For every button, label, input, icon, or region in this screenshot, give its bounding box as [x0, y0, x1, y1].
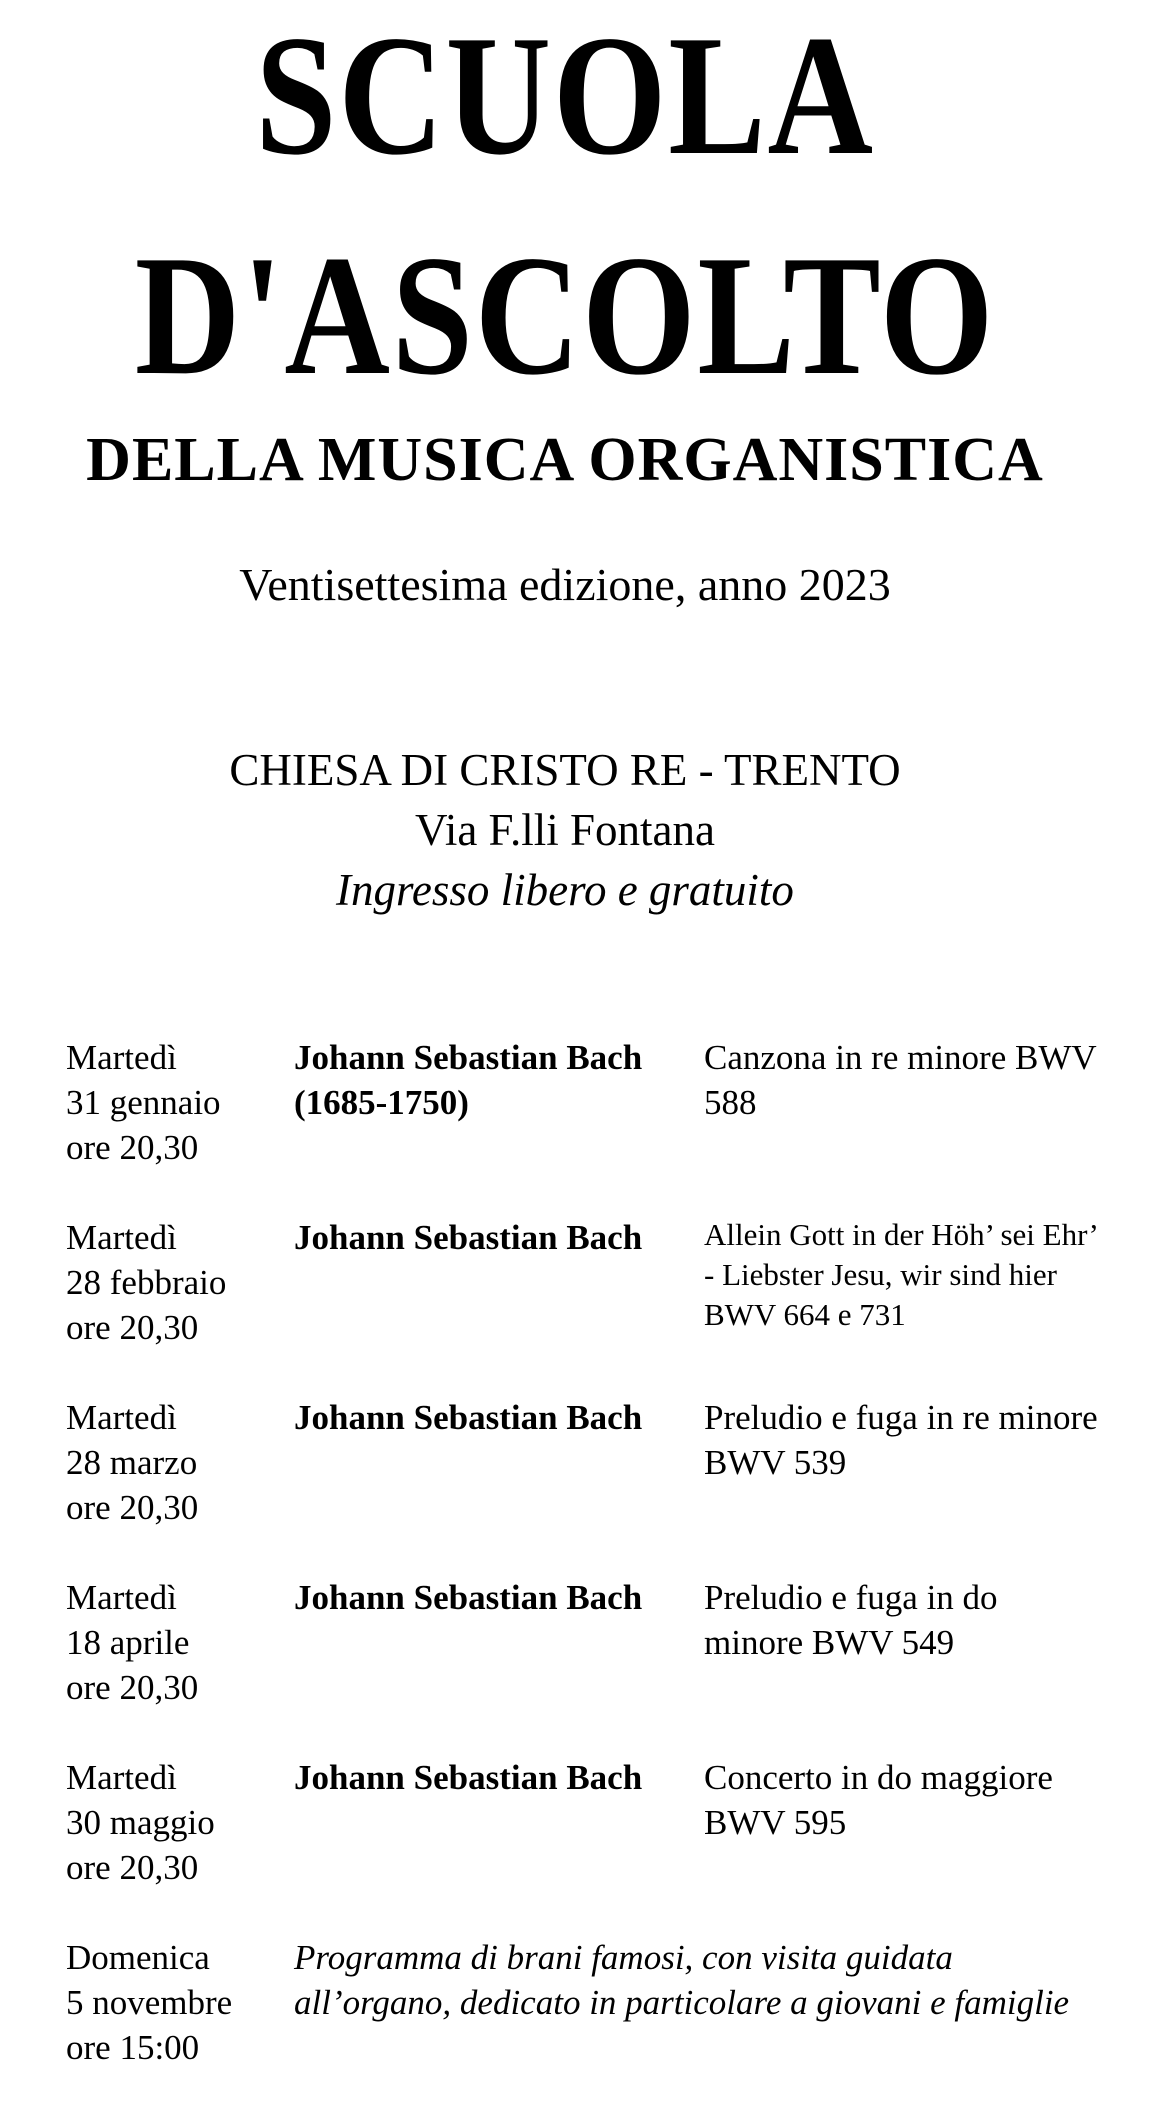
venue-address: Via F.lli Fontana [415, 805, 715, 855]
event-day: Martedì [66, 1218, 177, 1257]
event-day: Martedì [66, 1758, 177, 1797]
event-date: 28 febbraio [66, 1263, 227, 1302]
event-when [66, 1935, 286, 2070]
composer-name: Johann Sebastian Bach [294, 1578, 643, 1617]
venue-church: CHIESA DI CRISTO RE - TRENTO [229, 745, 901, 795]
event-day: Domenica [66, 1938, 210, 1977]
event-composer [294, 1035, 704, 1125]
event-row [66, 1035, 1146, 1215]
event-time: ore 20,30 [66, 1308, 199, 1347]
event-row [66, 1575, 1146, 1755]
event-when [66, 1035, 286, 1170]
title-line-2: D'ASCOLTO [134, 221, 996, 411]
event-time: ore 20,30 [66, 1668, 199, 1707]
title-line-1: SCUOLA [255, 1, 875, 191]
event-when [66, 1215, 286, 1350]
event-row [66, 1395, 1146, 1575]
composer-name: Johann Sebastian Bach [294, 1038, 643, 1077]
event-date: 28 marzo [66, 1443, 198, 1482]
event-when [66, 1755, 286, 1890]
event-when [66, 1575, 286, 1710]
event-date: 31 gennaio [66, 1083, 221, 1122]
event-composer [294, 1755, 704, 1800]
event-day: Martedì [66, 1398, 177, 1437]
event-time: ore 15:00 [66, 2028, 200, 2067]
event-work: Concerto in do maggiore BWV 595 [704, 1758, 1053, 1842]
event-composer [294, 1395, 704, 1440]
event-work: Preludio e fuga in re minore BWV 539 [704, 1398, 1098, 1482]
event-description: Programma di brani famosi, con visita guidata all’organo, dedicato in particolare a giovani e famiglie [294, 1938, 1070, 2022]
composer-name: Johann Sebastian Bach [294, 1218, 643, 1257]
event-time: ore 20,30 [66, 1128, 199, 1167]
events-list [66, 1035, 1146, 2115]
event-composer [294, 1215, 704, 1260]
edition-line: Ventisettesima edizione, anno 2023 [239, 559, 891, 610]
event-time: ore 20,30 [66, 1848, 199, 1887]
event-row [66, 1935, 1146, 2115]
event-work: Canzona in re minore BWV 588 [704, 1038, 1097, 1122]
event-work: Allein Gott in der Höh’ sei Ehr’ - Liebster Jesu, wir sind hier BWV 664 e 731 [704, 1217, 1097, 1332]
venue-entry-note: Ingresso libero e gratuito [336, 865, 794, 915]
venue-block [0, 740, 1130, 920]
composer-name: Johann Sebastian Bach [294, 1758, 643, 1797]
event-composer [294, 1575, 704, 1620]
event-when [66, 1395, 286, 1530]
event-date: 18 aprile [66, 1623, 190, 1662]
subtitle: DELLA MUSICA ORGANISTICA [86, 426, 1044, 494]
event-time: ore 20,30 [66, 1488, 199, 1527]
event-date: 5 novembre [66, 1983, 233, 2022]
event-row [66, 1215, 1146, 1395]
event-row [66, 1755, 1146, 1935]
event-date: 30 maggio [66, 1803, 215, 1842]
composer-name: Johann Sebastian Bach [294, 1398, 643, 1437]
event-work: Preludio e fuga in do minore BWV 549 [704, 1578, 998, 1662]
composer-dates: (1685-1750) [294, 1083, 469, 1122]
event-day: Martedì [66, 1578, 177, 1617]
event-day: Martedì [66, 1038, 177, 1077]
